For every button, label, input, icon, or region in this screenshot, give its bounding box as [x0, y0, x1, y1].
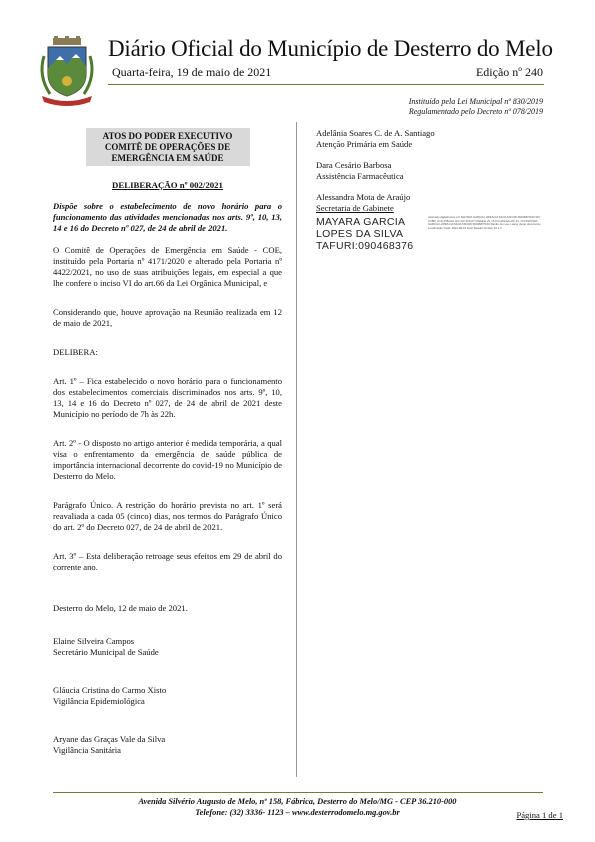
municipal-coat-of-arms-logo — [36, 36, 98, 106]
article-3: Art. 3º – Esta deliberação retroage seus efeitos em 29 de abril do corrente ano. — [53, 551, 282, 572]
digital-signer-line: TAFURI:090468376 — [316, 240, 414, 252]
signatory-role: Secretaria de Gabinete — [316, 203, 394, 213]
considering-paragraph: Considerando que, houve aprovação na Reunião realizada em 12 de maio de 2021, — [53, 307, 282, 328]
signature-block — [316, 160, 546, 182]
signatory-name: Elaine Silveira Campos — [53, 636, 135, 646]
regulation-decree: Regulamentado pelo Decreto nº 078/2019 — [408, 107, 543, 116]
sole-paragraph: Parágrafo Único. A restrição do horário prevista no art. 1º será reavaliada a cada 05 (cinco) dias, nos termos do Parágrafo Único do art. 2º do Decreto 027, de 24 de abril de 2021. — [53, 500, 282, 532]
preamble-paragraph: O Comitê de Operações de Emergência em Saúde - COE, instituído pela Portaria nº 4171/2020 e alterado pela Portaria nº 4422/2021, no uso de suas atribuições legais, em especial a que lhe confere o inciso VI do art.66 da Lei Orgânica Municipal, e — [53, 245, 282, 288]
signature-block — [53, 734, 282, 756]
place-and-date: Desterro do Melo, 12 de maio de 2021. — [53, 603, 188, 613]
right-column — [316, 128, 546, 272]
signatory-role: Vigilância Sanitária — [53, 745, 121, 755]
digital-signer-line: MAYARA GARCIA — [316, 216, 406, 228]
deliberation-title: DELIBERAÇÃO nº 002/2021 — [112, 180, 223, 190]
signatory-role: Vigilância Epidemiológica — [53, 696, 145, 706]
signatory-name: Gláucia Cristina do Carmo Xisto — [53, 685, 167, 695]
signatory-name: Dara Cesário Barbosa — [316, 160, 392, 170]
signatory-role: Assistência Farmacêutica — [316, 171, 404, 181]
edition-number: Edição nº 240 — [475, 65, 543, 79]
section-title-line: EMERGÊNCIA EM SAÚDE — [111, 153, 224, 163]
deliberation-summary: Dispõe sobre o estabelecimento de novo horário para o funcionamento das atividades mencionadas nos arts. 9º, 10, 13, 14 e 16 do Decreto nº 027, de 24 de abril de 2021. — [53, 201, 282, 233]
publication-date: Quarta-feira, 19 de maio de 2021 — [112, 65, 272, 79]
signatory-name: Aryane das Graças Vale da Silva — [53, 734, 166, 744]
signature-block — [316, 128, 546, 150]
left-column — [53, 128, 282, 756]
page-number: Página 1 de 1 — [516, 810, 563, 820]
column-divider — [296, 122, 297, 777]
page-title: Diário Oficial do Município de Desterro do Melo — [108, 36, 553, 61]
article-2: Art. 2º - O disposto no artigo anterior é medida temporária, a qual visa o enfrentamento da emergência de saúde pública de importância internacional decorrente do covid-19 no Município de Desterro do Melo. — [53, 438, 282, 481]
article-1: Art. 1º – Fica estabelecido o novo horário para o funcionamento dos estabelecimentos comerciais discriminados nos arts. 9º, 10, 13, 14 e 16 do Decreto nº 027, de 24 de abril de 2021 deste Município no período de 7h às 22h. — [53, 376, 282, 419]
digital-signer-line: LOPES DA SILVA — [316, 228, 404, 240]
signature-block — [53, 636, 282, 658]
digital-signer-name — [316, 216, 426, 252]
signatory-role: Secretário Municipal de Saúde — [53, 647, 159, 657]
footer-address: Avenida Silvério Augusto de Melo, nº 158, Fábrica, Desterro do Melo/MG - CEP 36.210-000 — [138, 797, 457, 806]
section-title-line: COMITÊ DE OPERAÇÕES DE — [104, 142, 231, 152]
institution-law: Instituído pela Lei Municipal nº 830/2019 — [408, 97, 543, 106]
footer-divider — [53, 792, 543, 793]
delibera-heading: DELIBERA: — [53, 347, 98, 357]
signatory-role: Atenção Primária em Saúde — [316, 139, 413, 149]
section-title-box — [86, 128, 250, 166]
digital-signature-stamp — [316, 216, 546, 272]
signature-block — [53, 685, 282, 707]
header-divider — [108, 84, 544, 85]
signature-block — [316, 192, 546, 214]
signatory-name: Alessandra Mota de Araújo — [316, 192, 411, 202]
section-title-line: ATOS DO PODER EXECUTIVO — [102, 131, 233, 141]
signatory-name: Adelânia Soares C. de A. Santiago — [316, 128, 435, 138]
digital-signature-details: Assinado digitalmente por MAYARA GARCIA LOPES DA SILVA TAFURI:09046837610 DN: C=BR, O=ICP-Brasil, OU=AC SOLUTI Multipla v5, OU=Certificado PF A1, CN=MAYARA GARCIA LOPES DA SILVA TAFURI:09046837610 Razão: Eu sou o autor deste documento Localização: Data: 2021-05-19 Foxit Reader Versão: 10.1.0 — [428, 215, 541, 230]
footer-contact: Telefone: (32) 3336- 1123 – www.desterrodomelo.mg.gov.br — [195, 808, 400, 817]
